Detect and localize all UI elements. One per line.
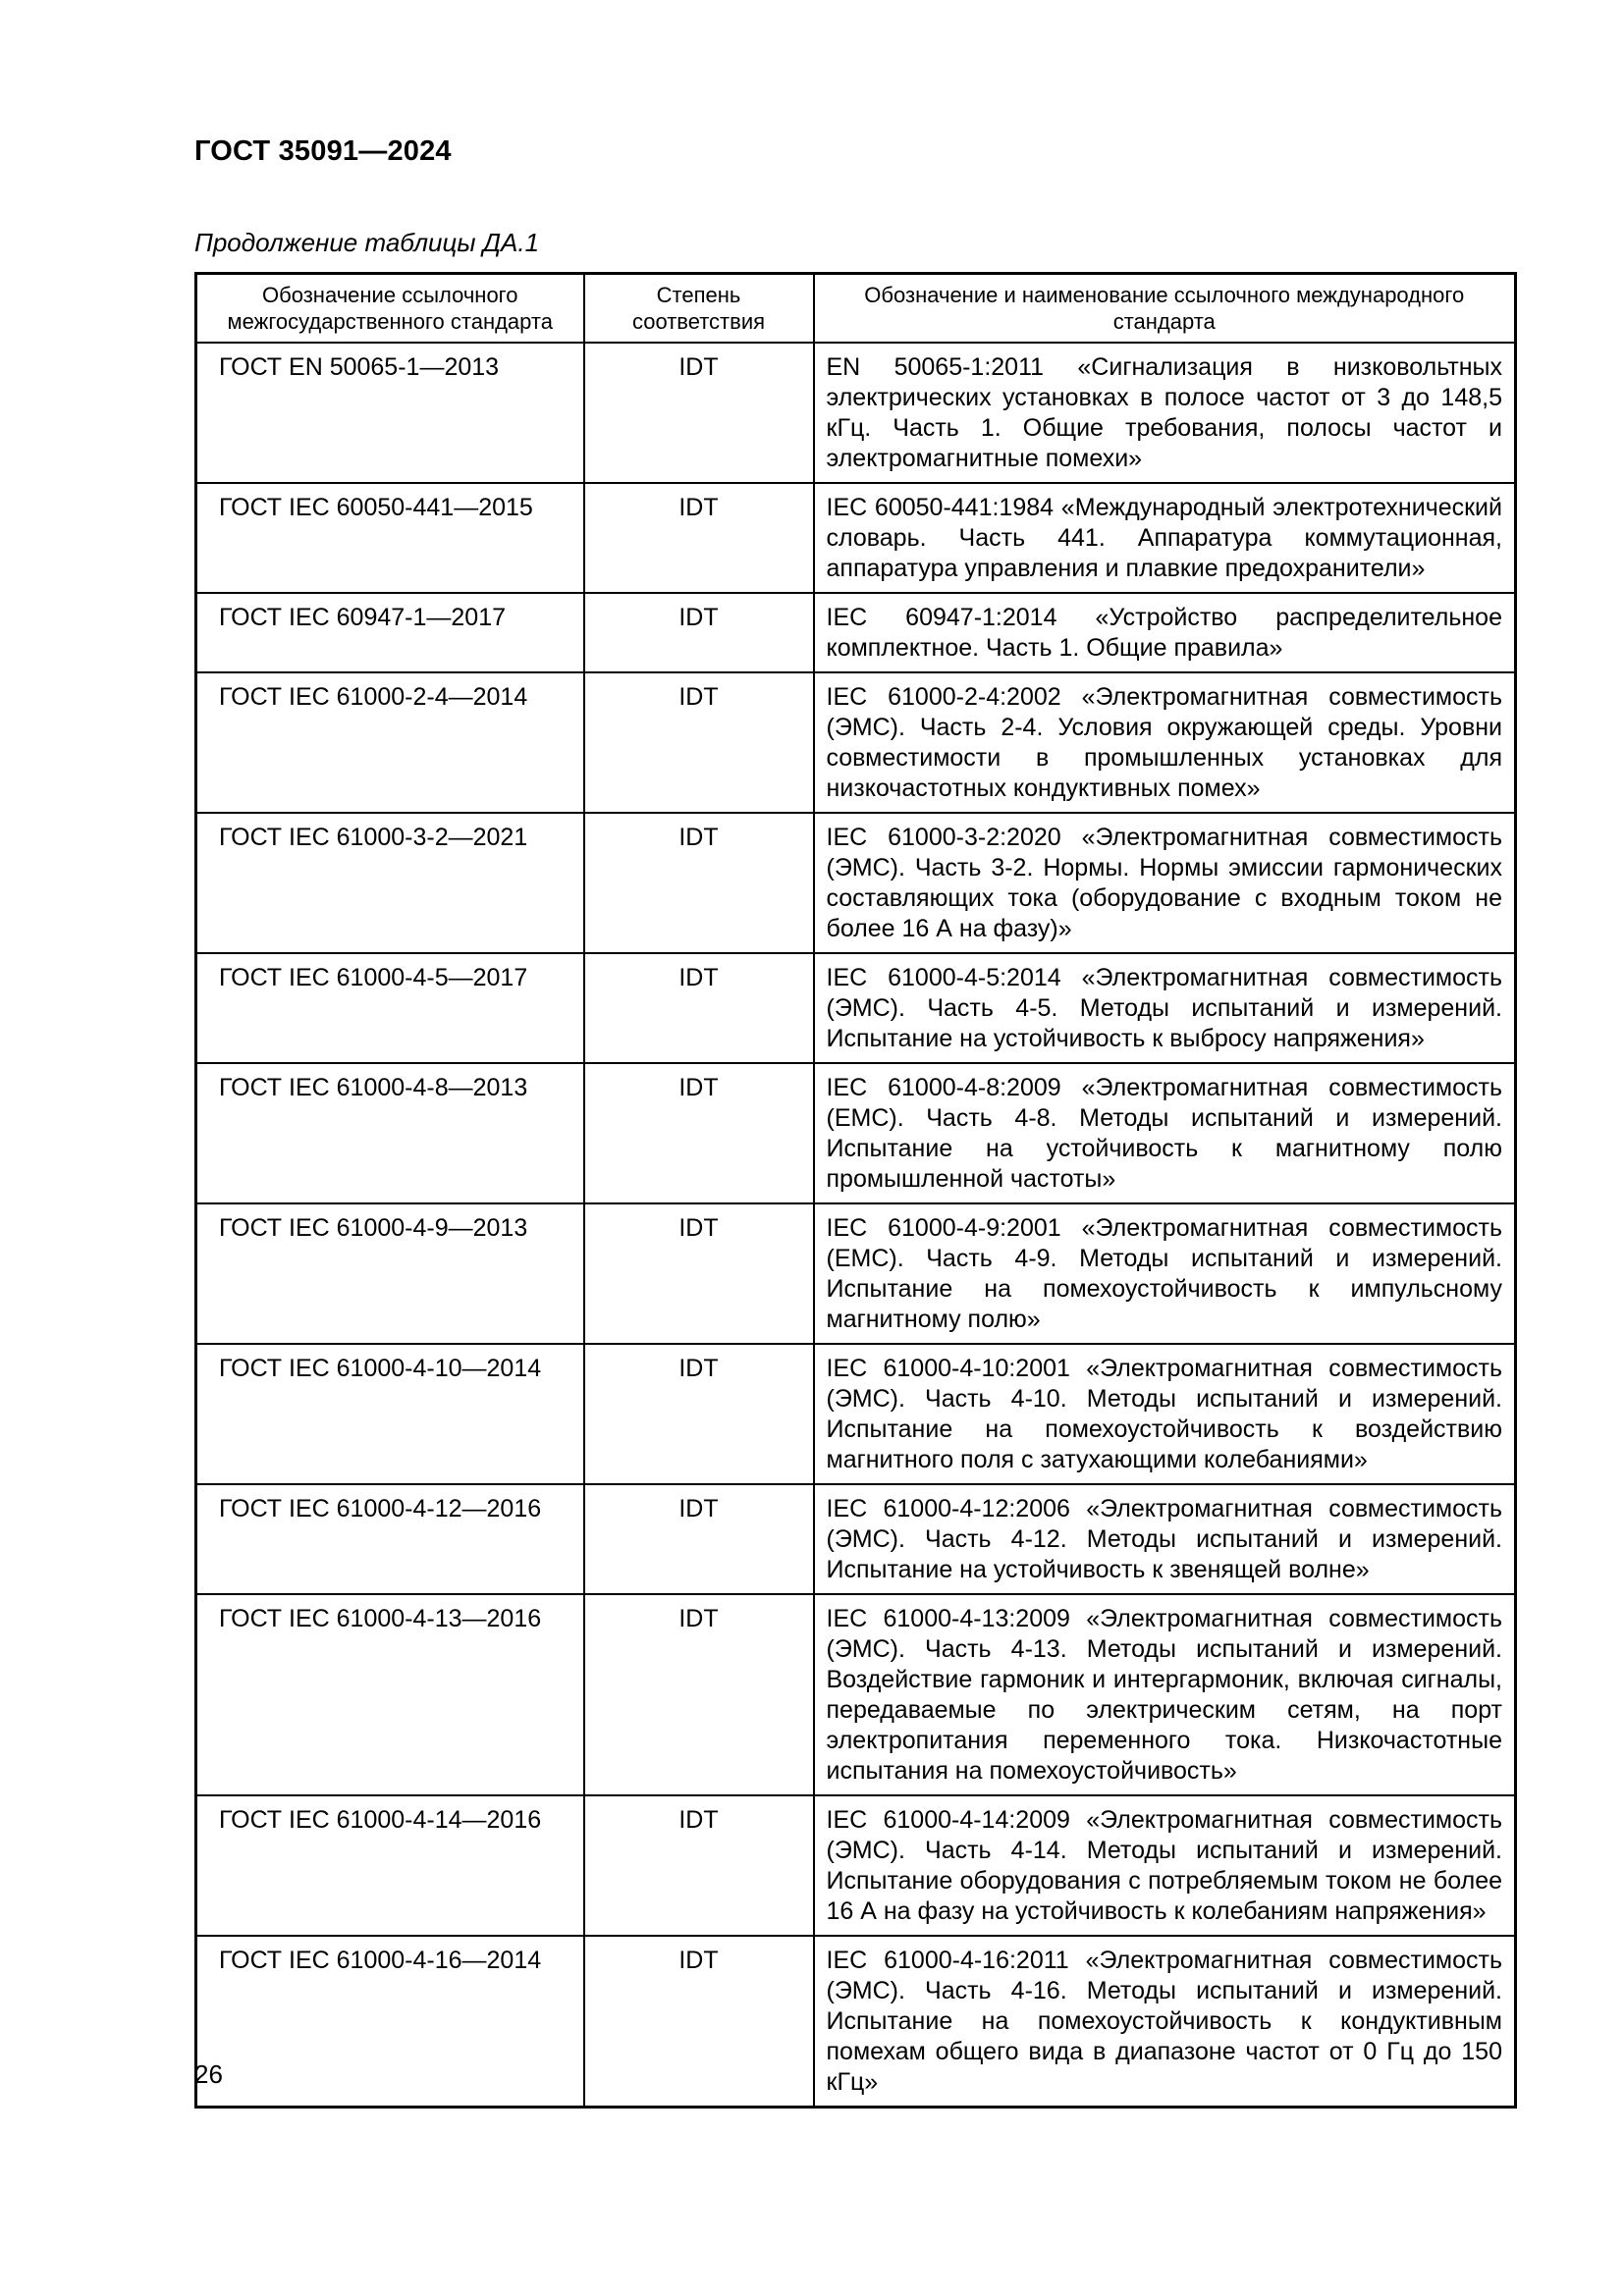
column-header-international-standard: Обозначение и наименование ссылочного международного стандарта [814, 274, 1516, 344]
cell-gost-designation: ГОСТ IEC 60050-441—2015 [196, 483, 584, 593]
cell-degree-of-correspondence: IDT [584, 1936, 814, 2108]
table-header [196, 274, 1516, 344]
table-header-row [196, 274, 1516, 344]
table-row [196, 1484, 1516, 1594]
table-row [196, 483, 1516, 593]
cell-degree-of-correspondence: IDT [584, 1484, 814, 1594]
cell-gost-designation: ГОСТ IEC 61000-4-5—2017 [196, 953, 584, 1063]
standards-correspondence-table [194, 272, 1517, 2109]
cell-international-designation: IEC 60947-1:2014 «Устройство распределительное комплектное. Часть 1. Общие правила» [814, 593, 1516, 672]
cell-degree-of-correspondence: IDT [584, 1594, 814, 1795]
table-row [196, 1795, 1516, 1936]
cell-international-designation: IEC 61000-4-16:2011 «Электромагнитная совместимость (ЭМС). Часть 4-16. Методы испытаний и измерений. Испытание на помехоустойчивость к кондуктивным помехам общего вида в диапазоне частот от 0 Гц до 150 кГц» [814, 1936, 1516, 2108]
cell-gost-designation: ГОСТ IEC 61000-4-8—2013 [196, 1063, 584, 1203]
cell-degree-of-correspondence: IDT [584, 1203, 814, 1344]
cell-gost-designation: ГОСТ IEC 61000-4-16—2014 [196, 1936, 584, 2108]
cell-degree-of-correspondence: IDT [584, 953, 814, 1063]
column-header-interstate-standard: Обозначение ссылочного межгосударственного стандарта [196, 274, 584, 344]
page-number: 26 [194, 2059, 223, 2089]
table-continuation-caption: Продолжение таблицы ДА.1 [194, 228, 540, 257]
table-row [196, 953, 1516, 1063]
table-row [196, 593, 1516, 672]
cell-international-designation: IEC 61000-2-4:2002 «Электромагнитная совместимость (ЭМС). Часть 2-4. Условия окружающей среды. Уровни совместимости в промышленных установках для низкочастотных кондуктивных помех» [814, 672, 1516, 813]
cell-degree-of-correspondence: IDT [584, 343, 814, 483]
cell-international-designation: IEC 61000-4-12:2006 «Электромагнитная совместимость (ЭМС). Часть 4-12. Методы испытаний и измерений. Испытание на устойчивость к звенящей волне» [814, 1484, 1516, 1594]
cell-degree-of-correspondence: IDT [584, 672, 814, 813]
table-row [196, 672, 1516, 813]
cell-gost-designation: ГОСТ IEC 61000-4-10—2014 [196, 1344, 584, 1484]
cell-degree-of-correspondence: IDT [584, 813, 814, 953]
cell-degree-of-correspondence: IDT [584, 1795, 814, 1936]
cell-gost-designation: ГОСТ IEC 61000-2-4—2014 [196, 672, 584, 813]
cell-international-designation: IEC 61000-4-5:2014 «Электромагнитная совместимость (ЭМС). Часть 4-5. Методы испытаний и измерений. Испытание на устойчивость к выбросу напряжения» [814, 953, 1516, 1063]
cell-international-designation: IEC 60050-441:1984 «Международный электротехнический словарь. Часть 441. Аппаратура коммутационная, аппаратура управления и плавкие предохранители» [814, 483, 1516, 593]
column-header-degree-of-correspondence: Степень соответствия [584, 274, 814, 344]
table-row [196, 813, 1516, 953]
cell-international-designation: IEC 61000-4-10:2001 «Электромагнитная совместимость (ЭМС). Часть 4-10. Методы испытаний и измерений. Испытание на помехоустойчивость к воздействию магнитного поля с затухающими колебаниями» [814, 1344, 1516, 1484]
cell-gost-designation: ГОСТ IEC 61000-4-12—2016 [196, 1484, 584, 1594]
cell-gost-designation: ГОСТ IEC 61000-4-13—2016 [196, 1594, 584, 1795]
cell-international-designation: EN 50065-1:2011 «Сигнализация в низковольтных электрических установках в полосе частот от 3 до 148,5 кГц. Часть 1. Общие требования, полосы частот и электромагнитные помехи» [814, 343, 1516, 483]
cell-degree-of-correspondence: IDT [584, 1063, 814, 1203]
table-body [196, 343, 1516, 2108]
table-row [196, 1063, 1516, 1203]
cell-degree-of-correspondence: IDT [584, 1344, 814, 1484]
table-row [196, 1203, 1516, 1344]
table-row [196, 343, 1516, 483]
cell-international-designation: IEC 61000-4-8:2009 «Электромагнитная совместимость (ЕМС). Часть 4-8. Методы испытаний и измерений. Испытание на устойчивость к магнитному полю промышленной частоты» [814, 1063, 1516, 1203]
cell-international-designation: IEC 61000-4-9:2001 «Электромагнитная совместимость (ЕМС). Часть 4-9. Методы испытаний и измерений. Испытание на помехоустойчивость к импульсному магнитному полю» [814, 1203, 1516, 1344]
table-row [196, 1936, 1516, 2108]
cell-gost-designation: ГОСТ IEC 61000-3-2—2021 [196, 813, 584, 953]
cell-international-designation: IEC 61000-4-14:2009 «Электромагнитная совместимость (ЭМС). Часть 4-14. Методы испытаний и измерений. Испытание оборудования с потребляемым током не более 16 А на фазу на устойчивость к колебаниям напряжения» [814, 1795, 1516, 1936]
cell-gost-designation: ГОСТ IEC 61000-4-9—2013 [196, 1203, 584, 1344]
cell-degree-of-correspondence: IDT [584, 593, 814, 672]
table-row [196, 1594, 1516, 1795]
cell-degree-of-correspondence: IDT [584, 483, 814, 593]
cell-gost-designation: ГОСТ IEC 60947-1—2017 [196, 593, 584, 672]
cell-international-designation: IEC 61000-3-2:2020 «Электромагнитная совместимость (ЭМС). Часть 3-2. Нормы. Нормы эмиссии гармонических составляющих тока (оборудование с входным током не более 16 А на фазу)» [814, 813, 1516, 953]
table-row [196, 1344, 1516, 1484]
cell-gost-designation: ГОСТ EN 50065-1—2013 [196, 343, 584, 483]
document-number-heading: ГОСТ 35091—2024 [194, 135, 452, 167]
cell-international-designation: IEC 61000-4-13:2009 «Электромагнитная совместимость (ЭМС). Часть 4-13. Методы испытаний и измерений. Воздействие гармоник и интергармоник, включая сигналы, передаваемые по электрическим сетям, на порт электропитания переменного тока. Низкочастотные испытания на помехоустойчивость» [814, 1594, 1516, 1795]
cell-gost-designation: ГОСТ IEC 61000-4-14—2016 [196, 1795, 584, 1936]
